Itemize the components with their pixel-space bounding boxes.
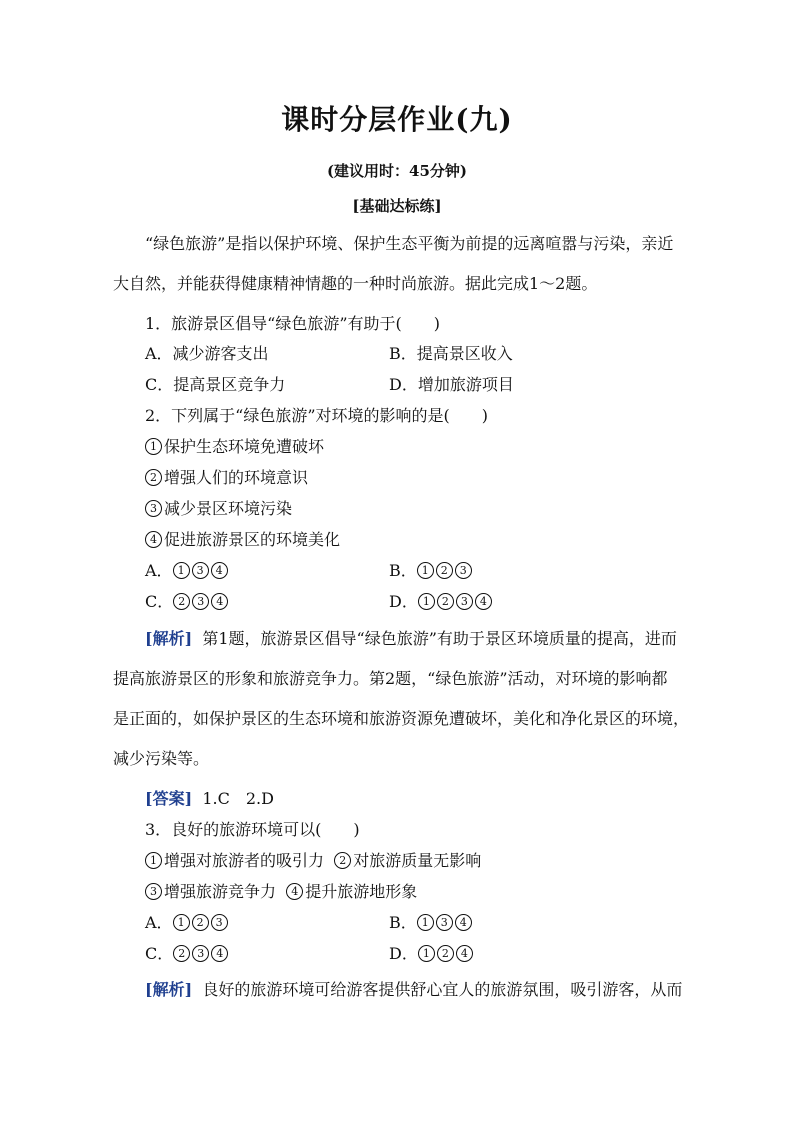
circled-number: 4 — [145, 531, 162, 548]
question-3-stem: 3．良好的旅游环境可以( ) — [145, 820, 360, 839]
q1-option-a: A．减少游客支出 — [145, 344, 269, 363]
q2-option-b: B． 1 2 3 — [389, 558, 474, 581]
q3-option-b: B． 1 3 4 — [389, 910, 474, 933]
q2-option-d: D． 1 2 3 4 — [389, 589, 494, 612]
page-title: 课时分层作业(九) — [281, 103, 513, 136]
analysis-1-line-2: 提高旅游景区的形象和旅游竞争力。第2题，“绿色旅游”活动，对环境的影响都 — [113, 669, 668, 688]
q2-option-c: C． 2 3 4 — [145, 589, 230, 612]
answer-tag: [答案] — [145, 789, 193, 808]
q2-statement-3: 3 减少景区环境污染 — [145, 496, 292, 519]
q3-statements-3-4: 3 增强旅游竞争力 4 提升旅游地形象 — [145, 879, 417, 902]
analysis-1-line-1: [解析] 第1题，旅游景区倡导“绿色旅游”有助于景区环境质量的提高，进而 — [145, 629, 677, 648]
q2-statement-1: 1 保护生态环境免遭破坏 — [145, 434, 324, 457]
answer-1: [答案] 1.C 2.D — [145, 789, 274, 808]
q1-option-d: D．增加旅游项目 — [389, 375, 514, 394]
section-heading: [基础达标练] — [352, 197, 442, 215]
q3-option-c: C． 2 3 4 — [145, 941, 230, 964]
question-1-stem: 1．旅游景区倡导“绿色旅游”有助于( ) — [145, 314, 441, 333]
q3-option-d: D． 1 2 4 — [389, 941, 475, 964]
q2-option-a: A． 1 3 4 — [145, 558, 230, 581]
analysis-2-line-1: [解析] 良好的旅游环境可给游客提供舒心宜人的旅游氛围，吸引游客，从而 — [145, 980, 683, 999]
q1-option-c: C．提高景区竞争力 — [145, 375, 286, 394]
q2-statement-4: 4 促进旅游景区的环境美化 — [145, 527, 340, 550]
question-2-stem: 2．下列属于“绿色旅游”对环境的影响的是( ) — [145, 406, 489, 425]
analysis-1-line-3: 是正面的，如保护景区的生态环境和旅游资源免遭破坏，美化和净化景区的环境， — [113, 709, 690, 728]
analysis-1-line-4: 减少污染等。 — [113, 749, 210, 768]
circled-number: 1 — [145, 438, 162, 455]
circled-number: 2 — [145, 469, 162, 486]
q1-option-b: B．提高景区收入 — [389, 344, 513, 363]
analysis-tag: [解析] — [145, 629, 193, 648]
analysis-tag: [解析] — [145, 980, 193, 999]
q3-statements-1-2: 1 增强对旅游者的吸引力 2 对旅游质量无影响 — [145, 848, 481, 871]
circled-number: 3 — [145, 500, 162, 517]
q3-option-a: A． 1 2 3 — [145, 910, 230, 933]
intro-line-2: 大自然，并能获得健康精神情趣的一种时尚旅游。据此完成1～2题。 — [113, 274, 598, 293]
intro-line-1: “绿色旅游”是指以保护环境、保护生态平衡为前提的远离喧嚣与污染，亲近 — [145, 234, 674, 253]
time-hint: (建议用时：45分钟) — [326, 162, 468, 180]
q2-statement-2: 2 增强人们的环境意识 — [145, 465, 308, 488]
